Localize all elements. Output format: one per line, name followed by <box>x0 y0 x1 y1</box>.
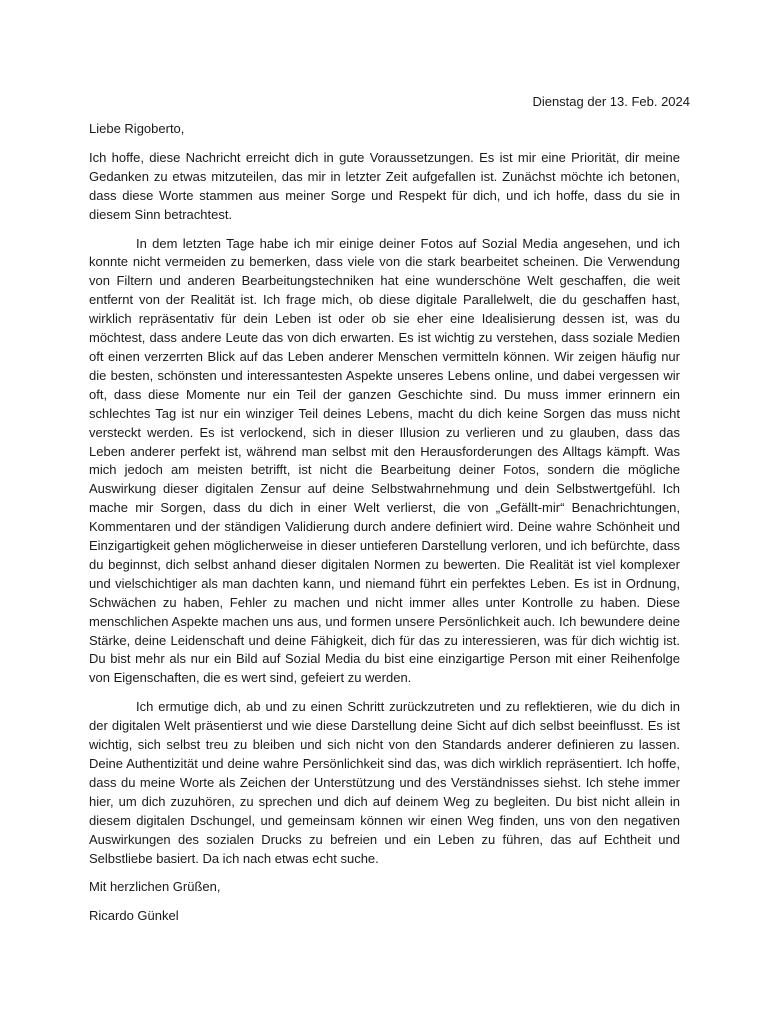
signature: Ricardo Günkel <box>89 908 179 924</box>
paragraph-encouragement: Ich ermutige dich, ab und zu einen Schritt zurückzutreten und zu reflektieren, wie du dich in der digitalen Welt präsentierst und wie diese Darstellung deine Sicht auf dich selbst beeinflusst. Es ist wichtig, sich selbst treu zu bleiben und sich nicht von den Standards anderer definieren zu lassen. Deine Authentizität und deine wahre Persönlichkeit sind das, was dich wirklich repräsentiert. Ich hoffe, dass du meine Worte als Zeichen der Unterstützung und des Verständnisses siehst. Ich stehe immer hier, um dich zuzuhören, zu sprechen und dich auf deinem Weg zu begleiten. Du bist nicht allein in diesem digitalen Dschungel, und gemeinsam können wir einen Weg finden, uns von den negativen Auswirkungen des sozialen Drucks zu befreien und ein Leben zu führen, das auf Echtheit und Selbstliebe basiert. Da ich nach etwas echt suche. <box>89 699 680 866</box>
letter-date: Dienstag der 13. Feb. 2024 <box>532 94 690 109</box>
closing: Mit herzlichen Grüßen, <box>89 879 221 895</box>
salutation: Liebe Rigoberto, <box>89 121 185 136</box>
paragraph-social-media: In dem letzten Tage habe ich mir einige deiner Fotos auf Sozial Media angesehen, und ich konnte nicht vermeiden zu bemerken, dass viele von die stark bearbeitet scheinen. Die Verwendung von Filtern und anderen Bearbeitungstechniken hat eine wunderschöne Welt geschaffen, die weit entfernt von der Realität ist. Ich frage mich, ob diese digitale Parallelwelt, die du geschaffen hast, wirklich repräsentativ für dein Leben ist oder ob sie eher eine Idealisierung dessen ist, was du möchtest, dass andere Leute das von dich erwarten. Es ist wichtig zu verstehen, dass soziale Medien oft einen verzerrten Blick auf das Leben anderer Menschen vermitteln können. Wir zeigen häufig nur die besten, schönsten und interessantesten Aspekte unseres Lebens online, und dabei vergessen wir oft, dass diese Momente nur ein Teil der ganzen Geschichte sind. Du muss immer erinnern ein schlechtes Tag ist nur ein winziger Teil deines Lebens, macht du dich keine Sorgen das muss nicht versteckt werden. Es ist verlockend, sich in dieser Illusion zu verlieren und zu glauben, dass das Leben anderer perfekt ist, während man selbst mit den Herausforderungen des Alltags kämpft. Was mich jedoch am meisten betrifft, ist nicht die Bearbeitung deiner Fotos, sondern die mögliche Auswirkung dieser digitalen Zensur auf deine Selbstwahrnehmung und dein Selbstwertgefühl. Ich mache mir Sorgen, dass du dich in einer Welt verlierst, die von „Gefällt-mir“ Benachrichtungen, Kommentaren und der ständigen Validierung durch andere definiert wird. Deine wahre Schönheit und Einzigartigkeit gehen möglicherweise in dieser untieferen Darstellung verloren, und ich befürchte, dass du beginnst, dich selbst anhand dieser digitalen Normen zu bewerten. Die Realität ist viel komplexer und vielschichtiger als man dachten kann, und niemand führt ein perfektes Leben. Es ist in Ordnung, Schwächen zu haben, Fehler zu machen und nicht immer alles unter Kontrolle zu haben. Diese menschlichen Aspekte machen uns aus, und formen unsere Persönlichkeit auch. Ich bewundere deine Stärke, deine Leidenschaft und deine Fähigkeit, dich für das zu interessieren, was für dich wichtig ist. Du bist mehr als nur ein Bild auf Sozial Media du bist eine einzigartige Person mit einer Reihenfolge von Eigenschaften, die es wert sind, gefeiert zu werden. <box>89 235 680 686</box>
paragraph-intro: Ich hoffe, diese Nachricht erreicht dich in gute Voraussetzungen. Es ist mir eine Priorität, dir meine Gedanken zu etwas mitzuteilen, das mir in letzter Zeit aufgefallen ist. Zunächst möchte ich betonen, dass diese Worte stammen aus meiner Sorge und Respekt für dich, und ich hoffe, dass du sie in diesem Sinn betrachtest. <box>89 149 680 222</box>
letter-content <box>89 120 680 926</box>
